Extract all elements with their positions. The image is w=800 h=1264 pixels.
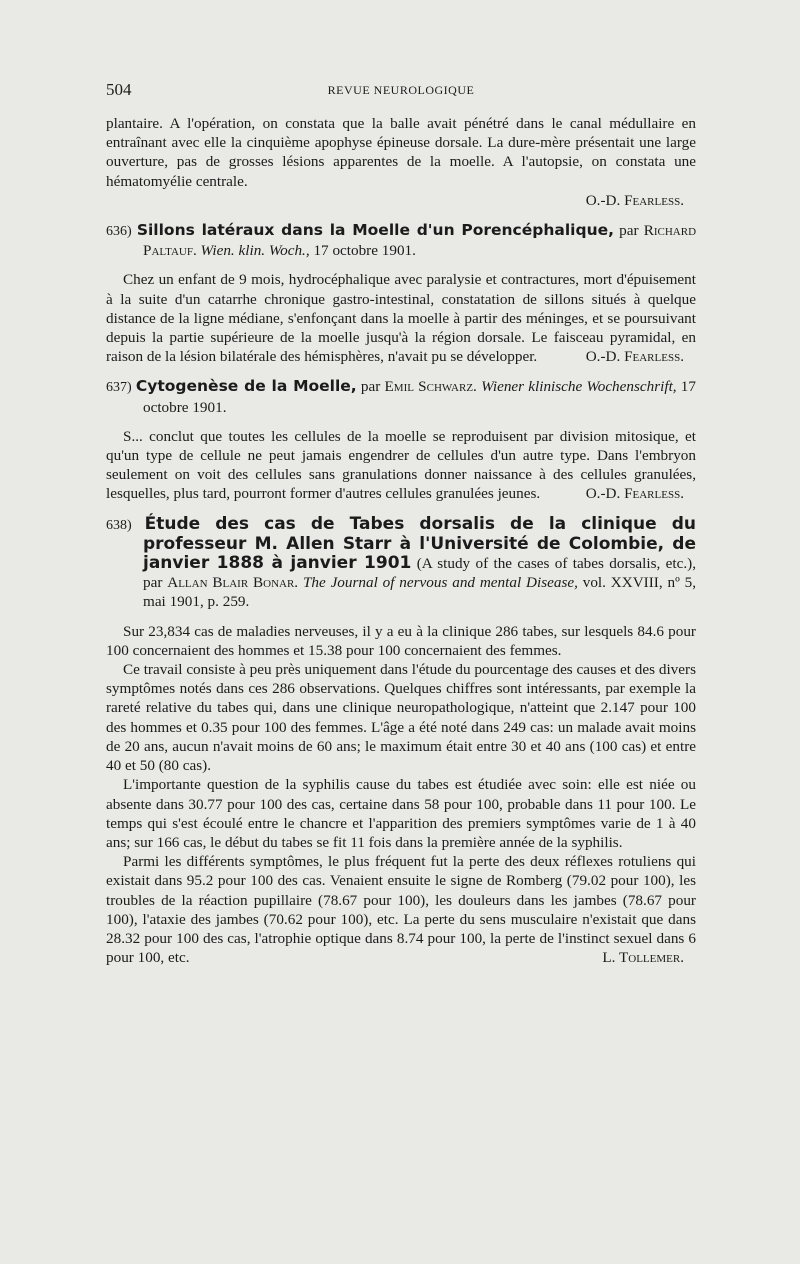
article-638-journal: The Journal of nervous and mental Disease, xyxy=(302,574,578,592)
article-638-subtitle: (A study of the cases of tabes dorsalis, etc.), par xyxy=(143,555,696,592)
article-636-signature: O.-D. Fearless. xyxy=(585,348,684,366)
article-638-number: 638) xyxy=(106,517,132,533)
article-637-number: 637) xyxy=(106,380,132,396)
article-638-paragraph-4: Parmi les différents symptômes, le plus fréquent fut la perte des deux réflexes rotuliens qui existait dans 95.2 pour 100 des cas. Venaient ensuite le signe de Romberg (79.02 pour 100), les troubles de la réaction pupillaire (78.67 pour 100), les douleurs dans les jambes (78.67 pour 100), l'ataxie des jambes (70.62 pour 100), etc. La perte du sens musculaire n'existait que dans 28.32 pour 100 des cas, l'atrophie optique dans 8.74 pour 100, la perte de l'instinct sexuel dans 6 pour 100, etc. L. Tollemer. xyxy=(106,853,696,967)
article-637-signature: O.-D. Fearless. xyxy=(585,485,684,503)
article-638 xyxy=(106,515,696,968)
article-636-body: Chez un enfant de 9 mois, hydrocéphalique avec paralysie et contractures, mort d'épuisement à la suite d'un catarrhe chronique gastro-intestinal, constatation de sillons situés à quelque distance de la ligne médiane, s'enfonçant dans la moelle à partir des méninges, et se poursuivant depuis la partie supérieure de la moelle jusqu'à la région dorsale. Le faisceau pyramidal, en raison de la lésion bilatérale des hémisphères, n'avait pu se développer. O.-D. Fearless. xyxy=(106,271,696,366)
article-636-heading xyxy=(106,221,696,260)
article-638-signature: L. Tollemer. xyxy=(602,949,684,967)
article-638-ref: vol. XXVIII, nº 5, mai 1901, p. 259. xyxy=(143,574,697,611)
article-636-date: 17 octobre 1901. xyxy=(313,242,416,260)
page-number: 504 xyxy=(106,80,132,99)
intro-paragraph: plantaire. A l'opération, on constata que la balle avait pénétré dans le canal médullaire en entraînant avec elle la cinquième apophyse épineuse dorsale. La dure-mère présentait une large ouverture, pas de grosses lésions apparentes de la moelle. A l'autopsie, on constata une hématomyélie centrale. xyxy=(106,115,696,190)
article-637-journal: Wiener klinische Wochenschrift, xyxy=(481,378,677,396)
article-636-by: par xyxy=(619,222,639,240)
article-638-title: Étude des cas de Tabes dorsalis de la clinique du professeur M. Allen Starr à l'Université de Colombie, de janvier 1888 à janvier 1901 xyxy=(143,513,696,574)
article-637-author: Emil Schwarz. xyxy=(384,378,477,396)
article-636-number: 636) xyxy=(106,224,132,240)
article-636-journal: Wien. klin. Woch., xyxy=(200,242,310,260)
article-637-date: 17 octobre 1901. xyxy=(143,378,696,416)
page-header xyxy=(106,80,696,102)
intro-signature: O.-D. Fearless. xyxy=(585,191,684,209)
article-638-paragraph-3: L'importante question de la syphilis cause du tabes est étudiée avec soin: elle est niée ou absente dans 30.77 pour 100 des cas, certaine dans 58 pour 100, probable dans 11 pour 100. Le temps qui s'est écoulé entre le chancre et l'apparition des premiers symptômes varie de 1 à 40 ans; sur 166 cas, le début du tabes se fit 11 fois dans la première année de la syphilis. xyxy=(106,776,696,851)
article-637-body: S... conclut que toutes les cellules de la moelle se reproduisent par division mitosique, et qu'un type de cellule ne peut jamais engendrer de cellules d'un autre type. Dans l'embryon seulement on voit des cellules sans granulations donner naissance à des cellules granulées, lesquelles, plus tard, pourront former d'autres cellules granulées jeunes. O.-D. Fearless. xyxy=(106,427,696,503)
article-636-author: Richard Paltauf. xyxy=(143,222,697,260)
article-637-title: Cytogenèse de la Moelle, xyxy=(135,377,357,396)
article-637-by: par xyxy=(360,378,381,396)
page-body xyxy=(106,114,696,967)
article-638-paragraph-1: Sur 23,834 cas de maladies nerveuses, il y a eu à la clinique 286 tabes, sur lesquels 84.6 pour 100 concernaient des hommes et 15.38 pour 100 concernaient des femmes. xyxy=(106,622,696,659)
article-638-paragraph-2: Ce travail consiste à peu près uniquement dans l'étude du pourcentage des causes et des divers symptômes notés dans ces 286 observations. Quelques chiffres sont intéressants, par exemple la rareté relative du tabes qui, dans une clinique neuropathologique, n'atteint que 2.147 pour 100 des hommes et 0.35 pour 100 des femmes. L'âge a été noté dans 249 cas: un malade avait moins de 20 ans, aucun n'avait moins de 60 ans; le maximum était entre 30 et 40 ans (100 cas) et entre 40 et 50 (80 cas). xyxy=(106,661,696,775)
article-636-title: Sillons latéraux dans la Moelle d'un Porencéphalique, xyxy=(136,221,614,240)
article-637-heading xyxy=(106,377,696,416)
article-638-author: Allan Blair Bonar. xyxy=(167,574,299,592)
article-638-heading xyxy=(106,515,696,612)
running-title: REVUE NEUROLOGIQUE xyxy=(327,83,475,97)
article-637 xyxy=(106,377,696,503)
article-636 xyxy=(106,221,696,366)
